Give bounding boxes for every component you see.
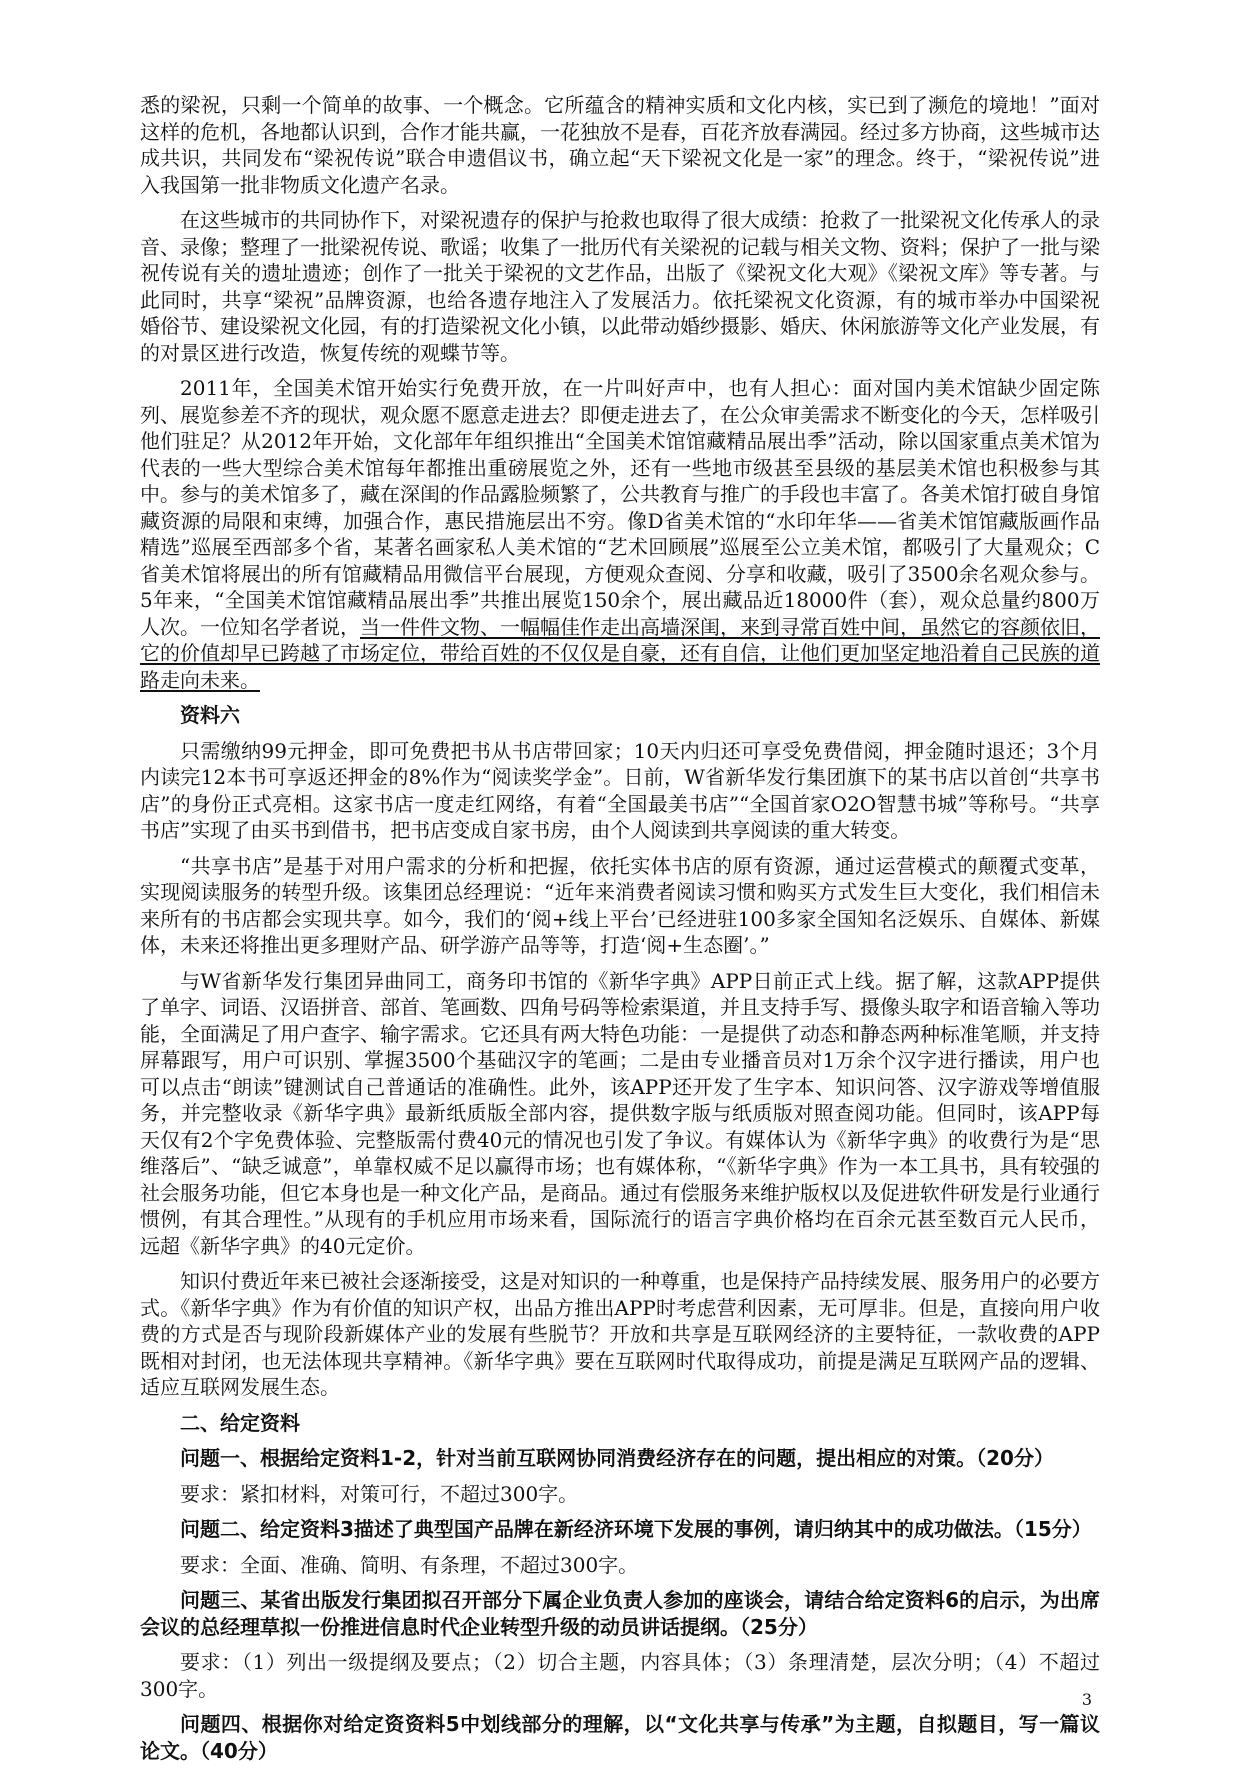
question-2: 问题二、给定资料3描述了典型国产品牌在新经济环境下发展的事例，请归纳其中的成功做法。（15分） <box>180 1517 1092 1541</box>
question-4: 问题四、根据你对给定资资料5中划线部分的理解，以“文化共享与传承”为主题，自拟题目，写一篇议论文。（40分） <box>140 1712 1100 1763</box>
question-3-requirement: 要求：（1）列出一级提纲及要点；（2）切合主题，内容具体；（3）条理清楚，层次分明；（4）不超过300字。 <box>140 1650 1100 1701</box>
material5-paragraph-1: 悉的梁祝，只剩一个简单的故事、一个概念。它所蕴含的精神实质和文化内核，实已到了濒危的境地！”面对这样的危机，各地都认识到，合作才能共赢，一花独放不是春，百花齐放春满园。经过多方协商，这些城市达成共识，共同发布“梁祝传说”联合申遗倡议书，确立起“天下梁祝文化是一家”的理念。终于，“梁祝传说”进入我国第一批非物质文化遗产名录。 <box>140 93 1100 197</box>
material5-paragraph-3-text: 2011年，全国美术馆开始实行免费开放，在一片叫好声中，也有人担心：面对国内美术馆缺少固定陈列、展览参差不齐的现状，观众愿不愿意走进去？即便走进去了，在公众审美需求不断变化的今天，怎样吸引他们驻足？从2012年开始，文化部年年组织推出“全国美术馆馆藏精品展出季”活动，除以国家重点美术馆为代表的一些大型综合美术馆每年都推出重磅展览之外，还有一些地市级甚至县级的基层美术馆也积极参与其中。参与的美术馆多了，藏在深闺的作品露脸频繁了，公共教育与推广的手段也丰富了。各美术馆打破自身馆藏资源的局限和束缚，加强合作，惠民措施层出不穷。像D省美术馆的“水印年华——省美术馆馆藏版画作品精选”巡展至西部多个省，某著名画家私人美术馆的“艺术回顾展”巡展至公立美术馆，都吸引了大量观众；C省美术馆将展出的所有馆藏精品用微信平台展现，方便观众查阅、分享和收藏，吸引了3500余名观众参与。5年来，“全国美术馆馆藏精品展出季”共推出展览150余个，展出藏品近18000件（套），观众总量约800万人次。一位知名学者说， <box>140 376 1100 639</box>
material6-heading: 资料六 <box>180 703 240 727</box>
material6-paragraph-2: “共享书店”是基于对用户需求的分析和把握，依托实体书店的原有资源，通过运营模式的颠覆式变革，实现阅读服务的转型升级。该集团总经理说：“近年来消费者阅读习惯和购买方式发生巨大变化，我们相信未来所有的书店都会实现共享。如今，我们的‘阅+线上平台’已经进驻100多家全国知名泛娱乐、自媒体、新媒体，未来还将推出更多理财产品、研学游产品等等，打造‘阅+生态圈’。” <box>140 853 1100 957</box>
material6-paragraph-3: 与W省新华发行集团异曲同工，商务印书馆的《新华字典》APP日前正式上线。据了解，这款APP提供了单字、词语、汉语拼音、部首、笔画数、四角号码等检索渠道，并且支持手写、摄像头取字和语音输入等功能，全面满足了用户查字、输字需求。它还具有两大特色功能：一是提供了动态和静态两种标准笔顺，并支持屏幕跟写，用户可识别、掌握3500个基础汉字的笔画；二是由专业播音员对1万余个汉字进行播读，用户也可以点击“朗读”键测试自己普通话的准确性。此外，该APP还开发了生字本、知识问答、汉字游戏等增值服务，并完整收录《新华字典》最新纸质版全部内容，提供数字版与纸质版对照查阅功能。但同时，该APP每天仅有2个字免费体验、完整版需付费40元的情况也引发了争议。有媒体认为《新华字典》的收费行为是“思维落后”、“缺乏诚意”，单靠权威不足以赢得市场；也有媒体称，“《新华字典》作为一本工具书，具有较强的社会服务功能，但它本身也是一种文化产品，是商品。通过有偿服务来维护版权以及促进软件研发是行业通行惯例，有其合理性。”从现有的手机应用市场来看，国际流行的语言字典价格均在百余元甚至数百元人民币，远超《新华字典》的40元定价。 <box>140 968 1100 1258</box>
question-3: 问题三、某省出版发行集团拟召开部分下属企业负责人参加的座谈会，请结合给定资料6的启示，为出席会议的总经理草拟一份推进信息时代企业转型升级的动员讲话提纲。（25分） <box>140 1588 1100 1639</box>
material6-paragraph-4: 知识付费近年来已被社会逐渐接受，这是对知识的一种尊重，也是保持产品持续发展、服务用户的必要方式。《新华字典》作为有价值的知识产权，出品方推出APP时考虑营利因素，无可厚非。但是，直接向用户收费的方式是否与现阶段新媒体产业的发展有些脱节？开放和共享是互联网经济的主要特征，一款收费的APP既相对封闭，也无法体现共享精神。《新华字典》要在互联网时代取得成功，前提是满足互联网产品的逻辑、适应互联网发展生态。 <box>140 1269 1100 1399</box>
document-page <box>140 92 1100 1773</box>
material5-paragraph-2: 在这些城市的共同协作下，对梁祝遗存的保护与抢救也取得了很大成绩：抢救了一批梁祝文化传承人的录音、录像；整理了一批梁祝传说、歌谣；收集了一批历代有关梁祝的记载与相关文物、资料；保护了一批与梁祝传说有关的遗址遗迹；创作了一批关于梁祝的文艺作品，出版了《梁祝文化大观》《梁祝文库》等专著。与此同时，共享“梁祝”品牌资源，也给各遗存地注入了发展活力。依托梁祝文化资源，有的城市举办中国梁祝婚俗节、建设梁祝文化园，有的打造梁祝文化小镇，以此带动婚纱摄影、婚庆、休闲旅游等文化产业发展，有的对景区进行改造，恢复传统的观蝶节等。 <box>140 208 1100 365</box>
material6-paragraph-1: 只需缴纳99元押金，即可免费把书从书店带回家；10天内归还可享受免费借阅，押金随时退还；3个月内读完12本书可享返还押金的8%作为“阅读奖学金”。日前，W省新华发行集团旗下的某书店以首创“共享书店”的身份正式亮相。这家书店一度走红网络，有着“全国最美书店”“全国首家O2O智慧书城”等称号。“共享书店”实现了由买书到借书，把书店变成自家书房，由个人阅读到共享阅读的重大转变。 <box>140 738 1100 842</box>
section2-heading: 二、给定资料 <box>180 1410 300 1435</box>
question-1: 问题一、根据给定资料1-2，针对当前互联网协同消费经济存在的问题，提出相应的对策。（20分） <box>180 1446 1054 1470</box>
question-1-requirement: 要求：紧扣材料，对策可行，不超过300字。 <box>180 1481 579 1506</box>
page-number: 3 <box>1081 1690 1092 1709</box>
material5-paragraph-3 <box>140 375 1100 693</box>
underlined-passage: 当一件件文物、一幅幅佳作走出高墙深闺，来到寻常百姓中间，虽然它的容颜依旧，它的价值却早已跨越了市场定位，带给百姓的不仅仅是自豪，还有自信，让他们更加坚定地沿着自己民族的道路走向未来。 <box>140 614 1100 692</box>
question-2-requirement: 要求：全面、准确、简明、有条理，不超过300字。 <box>180 1552 639 1577</box>
